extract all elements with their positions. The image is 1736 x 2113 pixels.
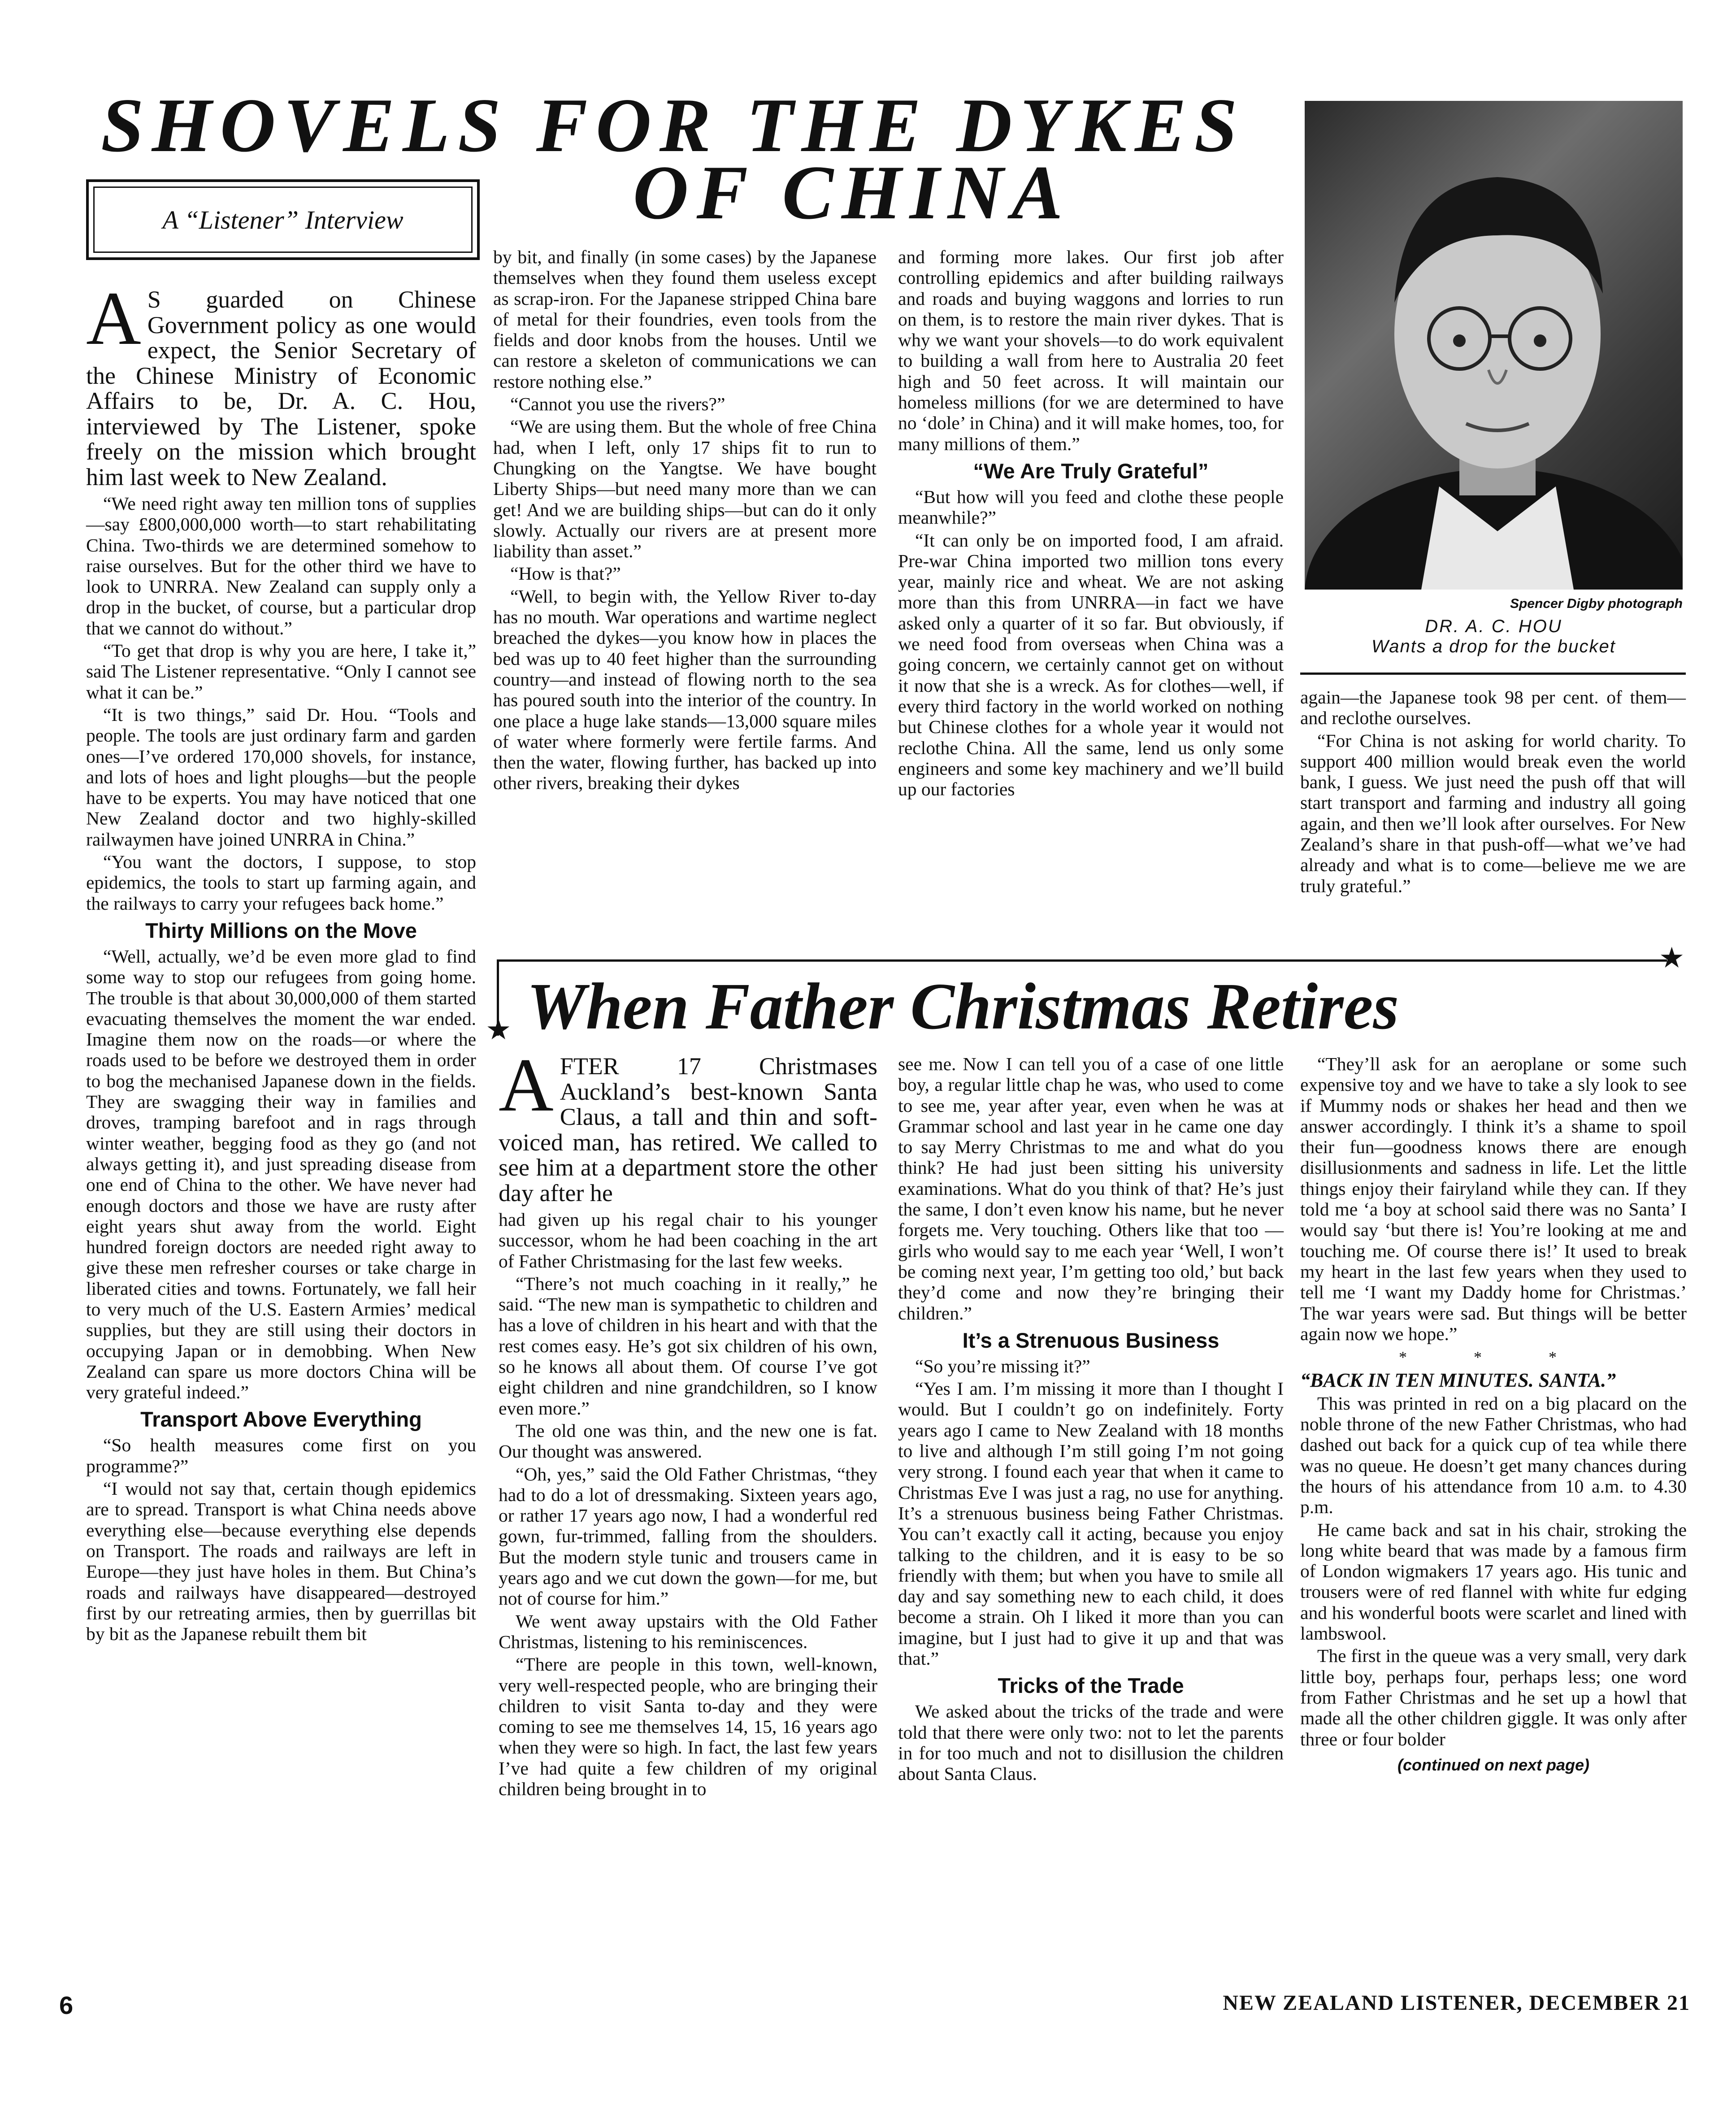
paragraph: “So you’re missing it?”: [915, 1355, 1090, 1376]
paragraph: He came back and sat in his chair, stroking the long white beard that was made by a famous firm of London wigmakers 17 years ago. His tunic and trousers were of red flannel with white fur edging and his wonderful boots were scarlet and lined with lambswool.: [1300, 1519, 1687, 1644]
article1-lede: [86, 276, 476, 490]
paragraph: “For China is not asking for world charity. To support 400 million would break even the world bank, I guess. We just need the push off that will start transport and farming and industry all going again, and then we’ll look after ourselves. For New Zealand’s share in that push-off—what we’ve had already and what is to come—believe me we are truly grateful.”: [1300, 730, 1686, 896]
portrait-figure-icon: [1305, 101, 1683, 590]
caption-text: Wants a drop for the bucket: [1371, 637, 1616, 656]
paragraph: “Yes I am. I’m missing it more than I thought I would. But I couldn’t go on indefinitely. Forty years ago I came to New Zealand with 18 months to live and although I’m still going I’m not going very strong. I found each year that when it came to Christmas Eve I was just a rag, no use for anything. It’s a strenuous business being Father Christmas. You can’t exactly call it acting, because you enjoy talking to the children, and it is easy to be so friendly with them; but when you have to smile all day and say something new to each child, it does become a strain. Oh I liked it more than you can imagine, but I just had to give it up and that was that.”: [898, 1378, 1284, 1669]
portrait-photo: [1305, 101, 1683, 590]
paragraph: “There are people in this town, well-known, very well-respected people, who are bringing their children to visit Santa to-day and they were coming to see me themselves 14, 15, 16 years ago when they were so high. In fact, the last few years I’ve had quite a few children of my original children being brought in to: [499, 1654, 877, 1800]
subheading-transport: Transport Above Everything: [140, 1407, 422, 1432]
article2-lede-text: FTER 17 Christmases Auckland’s best-known Santa Claus, a tall and thin and soft-voiced man, has retired. We called to see him at a department store the other day after he: [499, 1053, 877, 1206]
kicker-box-inner: [93, 187, 473, 253]
paragraph: “So health measures come first on you programme?”: [86, 1435, 476, 1476]
paragraph: The first in the queue was a very small, very dark little boy, perhaps four, perhaps less; one word from Father Christmas and he set up a howl that made all the other children giggle. It was only after three or four bolder: [1300, 1645, 1687, 1749]
article1-column-2: [493, 247, 877, 795]
article1-lede-text: S guarded on Chinese Government policy as one would expect, the Senior Secretary of the Chinese Ministry of Economic Affairs to be, Dr. A. C. Hou, interviewed by The Listener, spoke freely on the mission which brought him last week to New Zealand.: [86, 286, 476, 490]
kicker-text: A “Listener” Interview: [162, 205, 404, 234]
subheading-truly-grateful: “We Are Truly Grateful”: [973, 459, 1209, 483]
paragraph: “Cannot you use the rivers?”: [510, 394, 725, 415]
article2-dropcap: A: [499, 1043, 554, 1127]
paragraph: “Well, actually, we’d be even more glad to find some way to stop our refugees from going home. The trouble is that about 30,000,000 of them started evacuating themselves the moment the war ended. Imagine them now on the roads—or where the roads used to be before we destroyed them in order to bog the mechanised Japanese down in the fields. They are swagging their way in families and droves, tramping barefoot and in rags through winter weather, begging food as they go (and not always getting it), and just spreading disease from one end of China to the other. We have never had enough doctors and those we have are rusty after eight years shut away from the world. Eight hundred foreign doctors are needed right away to give these men refresher courses or take charge in liberated cities and towns. Fortunately, we fall heir to very much of the U.S. Eastern Armies’ medical supplies, but they are still using their doctors in occupying Japan or in demobbing. When New Zealand can spare us more doctors China will be very grateful indeed.”: [86, 946, 476, 1403]
article2-column-3: [1300, 1054, 1687, 1775]
subheading-thirty-millions: Thirty Millions on the Move: [145, 918, 417, 942]
caption-rule: [1300, 673, 1686, 675]
paragraph: “It can only be on imported food, I am afraid. Pre-war China imported two million tons every year, mainly rice and wheat. We are not asking more than this from UNRRA—in fact we have asked only a quarter of it so far. But obviously, if we need food from overseas when China was a going concern, we certainly cannot get on without it now that she is a wreck. As for clothes—well, if every third factory in the world worked on nothing but Chinese clothes for a whole year it would not reclothe China. All the same, lend us only some engineers and some key machinery and we’ll build up our factories: [898, 529, 1284, 800]
paragraph: This was printed in red on a big placard on the noble throne of the new Father Christmas, who had dashed out back for a quick cup of tea while there was no queue. He doesn’t get many chances during the hours of his attendance from 10 a.m. to 4.30 p.m.: [1300, 1393, 1687, 1518]
article1-dropcap: A: [86, 276, 141, 360]
article1-headline-line2: OF CHINA: [633, 150, 1071, 235]
paragraph: “How is that?”: [510, 563, 621, 584]
paragraph: “They’ll ask for an aeroplane or some such expensive toy and we have to take a sly look to see if Mummy nods or shakes her head and then we answer accordingly. I think it’s a shame to spoil their fun—goodness knows there are enough disillusionments and sadness in life. Let the little things enjoy their fairyland while they can. If they told me ‘a boy at school said there was no Santa’ I would say ‘but there is! You’re looking at me and touching me. Of course there is!’ It used to break my heart in the last few years when they used to tell me ‘I want my Daddy home for Christmas.’ The war years were sad. But things will be better again now we hope.”: [1300, 1054, 1687, 1344]
article1-column-4: [1300, 687, 1686, 898]
paragraph: “Oh, yes,” said the Old Father Christmas, “they had to do a lot of dressmaking. Sixteen years ago, or rather 17 years ago now, I had a wonderful red gown, fur-trimmed, falling from the shoulders. But the modern style tunic and trousers came in years ago and we cut down the gown—for me, but not of course for him.”: [499, 1463, 877, 1609]
caption-name: DR. A. C. HOU: [1425, 616, 1562, 636]
paragraph: We asked about the tricks of the trade and were told that there were only two: not to let the parents in for too much and not to disillusion the children about Santa Claus.: [898, 1701, 1284, 1784]
paragraph: “Well, to begin with, the Yellow River to-day has no mouth. War operations and wartime neglect breached the dykes—you know how in places the bed was up to 40 feet higher than the surrounding country—and instead of flowing north to the sea has poured south into the interior of the country. In one place a huge lake stands—13,000 square miles of water where formerly were fertile farms. And then the water, flowing further, has backed up into other rivers, breaking their dykes: [493, 586, 877, 794]
paragraph: “We are using them. But the whole of free China had, when I left, only 17 ships fit to run to Chungking on the Yangtse. We have bought Liberty Ships—but need many more than we can get! And we are building ships—but can do it only slowly. Actually our rivers are at present more liability than asset.”: [493, 416, 877, 562]
paragraph: “But how will you feed and clothe these people meanwhile?”: [898, 486, 1284, 528]
kicker-box: [86, 179, 480, 260]
star-icon: ★: [1659, 942, 1685, 974]
star-icon: ★: [486, 1014, 512, 1046]
paragraph: “I would not say that, certain though epidemics are to spread. Transport is what China needs above everything else—because everything else depends on Transport. The roads and railways are left in Europe—they just have holes in them. But China’s roads and railways have disappeared—destroyed first by our retreating armies, then by guerrillas bit by bit as the Japanese rebuilt them bit: [86, 1478, 476, 1644]
paragraph: by bit, and finally (in some cases) by the Japanese themselves when they found them useless except as scrap-iron. For the Japanese stripped China bare of metal for their foundries, even tools from the fields and door knobs from the houses. Until we can restore a skeleton of communications we can restore nothing else.”: [493, 247, 877, 392]
publication-footer: NEW ZEALAND LISTENER, DECEMBER 21: [1223, 1991, 1690, 2015]
article2-column-2: [898, 1054, 1284, 1786]
paragraph: “You want the doctors, I suppose, to stop epidemics, the tools to start up farming again, and the railways to carry your refugees back home.”: [86, 851, 476, 914]
section-stars: * * *: [1399, 1348, 1588, 1367]
subheading-strenuous: It’s a Strenuous Business: [962, 1328, 1220, 1352]
paragraph: “There’s not much coaching in it really,” he said. “The new man is sympathetic to children and has a love of children in his heart and with that the rest comes easy. He’s got six children of his own, so he knows all about them. Of course I’ve got eight children and nine grandchildren, so I know even more.”: [499, 1273, 877, 1419]
placard-text: “BACK IN TEN MINUTES. SANTA.”: [1300, 1369, 1616, 1392]
article2-column-1: [499, 1043, 877, 1801]
subheading-tricks: Tricks of the Trade: [998, 1674, 1184, 1698]
section-divider-horizontal: [497, 959, 1667, 962]
paragraph: had given up his regal chair to his younger successor, whom he had been coaching in the art of Father Christmasing for the last few weeks.: [499, 1209, 877, 1271]
paragraph: We went away upstairs with the Old Father Christmas, listening to his reminiscences.: [499, 1610, 877, 1652]
paragraph: “To get that drop is why you are here, I take it,” said The Listener representative. “Only I cannot see what it can be.”: [86, 640, 476, 703]
photo-credit: Spencer Digby photograph: [1510, 596, 1683, 611]
paragraph: see me. Now I can tell you of a case of one little boy, a regular little chap he was, who used to come to see me, year after year, even when he was at Grammar school and last year in he came one day to say Merry Christmas to me and what do you think? He had just been sitting his university examinations. What do you think of that? He’s just the same, I don’t even know his name, but he never forgets me. Very touching. Others like that too — girls who would say to me each year ‘Well, I won’t be coming next year, I’m getting too old,’ but back they’d come and now they’re bringing their children.”: [898, 1054, 1284, 1323]
paragraph: again—the Japanese took 98 per cent. of them—and reclothe ourselves.: [1300, 687, 1686, 729]
continued-note: (continued on next page): [1397, 1755, 1589, 1774]
article1-column-1: [86, 276, 476, 1646]
article1-headline-line1: SHOVELS FOR THE DYKES: [101, 83, 1246, 168]
article2-headline: When Father Christmas Retires: [527, 970, 1399, 1043]
paragraph: “It is two things,” said Dr. Hou. “Tools and people. The tools are just ordinary farm and garden ones—I’ve ordered 170,000 shovels, for instance, and lots of hoes and light ploughs—but the people have to be experts. You may have noticed that one New Zealand doctor and two highly-skilled railwaymen have joined UNRRA in China.”: [86, 704, 476, 850]
paragraph: “We need right away ten million tons of supplies—say £800,000,000 worth—to start rehabilitating China. Two-thirds we are determined somehow to raise ourselves. But for the other third we have to look to UNRRA. New Zealand can supply only a drop in the bucket, of course, but a particular drop that we cannot do without.”: [86, 493, 476, 638]
page-number: 6: [59, 1991, 74, 2019]
article2-lede: [499, 1043, 877, 1206]
paragraph: The old one was thin, and the new one is fat. Our thought was answered.: [499, 1420, 877, 1462]
article1-column-3: [898, 247, 1284, 801]
paragraph: and forming more lakes. Our first job after controlling epidemics and after building railways and roads and buying waggons and lorries to run on them, is to restore the main river dykes. That is why we want your shovels—to do work equivalent to building a wall from here to Australia 20 feet high and 50 feet across. It will maintain our homeless millions (for we are determined to have no ‘dole’ in China) and it will make homes, too, for many millions of them.”: [898, 247, 1284, 454]
